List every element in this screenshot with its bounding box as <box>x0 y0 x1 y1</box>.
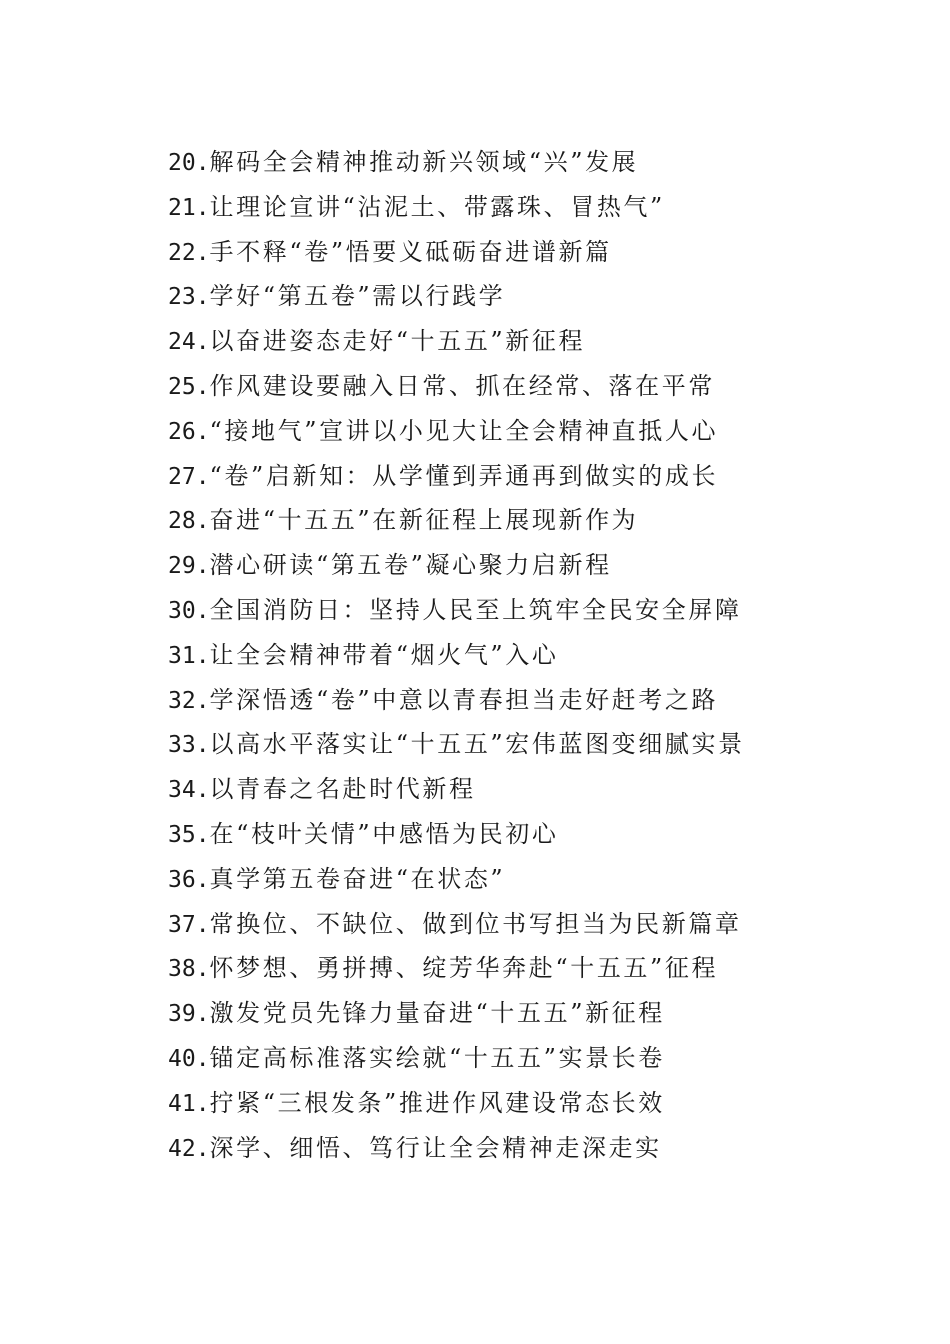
item-text: 怀梦想、勇拼搏、绽芳华奔赴“十五五”征程 <box>209 954 719 983</box>
list-item <box>168 364 908 409</box>
title-list <box>168 140 908 1170</box>
item-text: 常换位、不缺位、做到位书写担当为民新篇章 <box>209 909 742 938</box>
list-item <box>168 857 908 902</box>
item-text: 奋进“十五五”在新征程上展现新作为 <box>209 506 639 535</box>
item-text: 学深悟透“卷”中意以青春担当走好赶考之路 <box>209 685 719 714</box>
item-text: 手不释“卷”悟要义砥砺奋进谱新篇 <box>209 237 612 266</box>
item-number: 31. <box>168 642 210 669</box>
list-item <box>168 543 908 588</box>
item-number: 21. <box>168 194 210 221</box>
item-number: 26. <box>168 418 210 445</box>
list-item <box>168 230 908 275</box>
list-item <box>168 1036 908 1081</box>
list-item <box>168 722 908 767</box>
item-text: 以高水平落实让“十五五”宏伟蓝图变细腻实景 <box>209 730 745 759</box>
item-text: 让理论宣讲“沾泥土、带露珠、冒热气” <box>209 192 665 221</box>
list-item <box>168 1081 908 1126</box>
item-number: 24. <box>168 329 210 356</box>
item-number: 28. <box>168 508 210 535</box>
item-text: “卷”启新知：从学懂到弄通再到做实的成长 <box>209 461 719 490</box>
list-item <box>168 274 908 319</box>
item-text: 以青春之名赴时代新程 <box>209 775 476 804</box>
item-number: 33. <box>168 732 210 759</box>
list-item <box>168 319 908 364</box>
item-text: 全国消防日：坚持人民至上筑牢全民安全屏障 <box>209 595 742 624</box>
item-number: 41. <box>168 1090 210 1117</box>
item-text: “接地气”宣讲以小见大让全会精神直抵人心 <box>209 416 719 445</box>
item-text: 学好“第五卷”需以行践学 <box>209 282 506 311</box>
list-item <box>168 812 908 857</box>
item-number: 36. <box>168 866 210 893</box>
item-number: 38. <box>168 956 210 983</box>
item-text: 潜心研读“第五卷”凝心聚力启新程 <box>209 551 612 580</box>
list-item <box>168 991 908 1036</box>
list-item <box>168 1126 908 1171</box>
item-number: 40. <box>168 1045 210 1072</box>
item-number: 35. <box>168 821 210 848</box>
item-number: 25. <box>168 373 210 400</box>
item-number: 32. <box>168 687 210 714</box>
list-item <box>168 633 908 678</box>
item-text: 真学第五卷奋进“在状态” <box>209 864 506 893</box>
list-item <box>168 454 908 499</box>
item-text: 让全会精神带着“烟火气”入心 <box>209 640 559 669</box>
item-text: 深学、细悟、笃行让全会精神走深走实 <box>209 1133 662 1162</box>
item-number: 30. <box>168 597 210 624</box>
list-item <box>168 140 908 185</box>
item-number: 29. <box>168 553 210 580</box>
item-text: 锚定高标准落实绘就“十五五”实景长卷 <box>209 1043 665 1072</box>
list-item <box>168 185 908 230</box>
list-item <box>168 767 908 812</box>
list-item <box>168 588 908 633</box>
list-item <box>168 946 908 991</box>
item-number: 37. <box>168 911 210 938</box>
list-item <box>168 409 908 454</box>
item-text: 以奋进姿态走好“十五五”新征程 <box>209 327 586 356</box>
item-text: 在“枝叶关情”中感悟为民初心 <box>209 819 559 848</box>
list-item <box>168 678 908 723</box>
item-number: 42. <box>168 1135 210 1162</box>
item-number: 22. <box>168 239 210 266</box>
item-number: 39. <box>168 1001 210 1028</box>
list-item <box>168 902 908 947</box>
list-item <box>168 498 908 543</box>
item-text: 作风建设要融入日常、抓在经常、落在平常 <box>209 371 715 400</box>
item-number: 34. <box>168 777 210 804</box>
item-number: 23. <box>168 284 210 311</box>
item-number: 27. <box>168 463 210 490</box>
item-text: 激发党员先锋力量奋进“十五五”新征程 <box>209 999 665 1028</box>
item-number: 20. <box>168 150 210 176</box>
item-text: 解码全会精神推动新兴领域“兴”发展 <box>209 148 639 176</box>
item-text: 拧紧“三根发条”推进作风建设常态长效 <box>209 1088 665 1117</box>
